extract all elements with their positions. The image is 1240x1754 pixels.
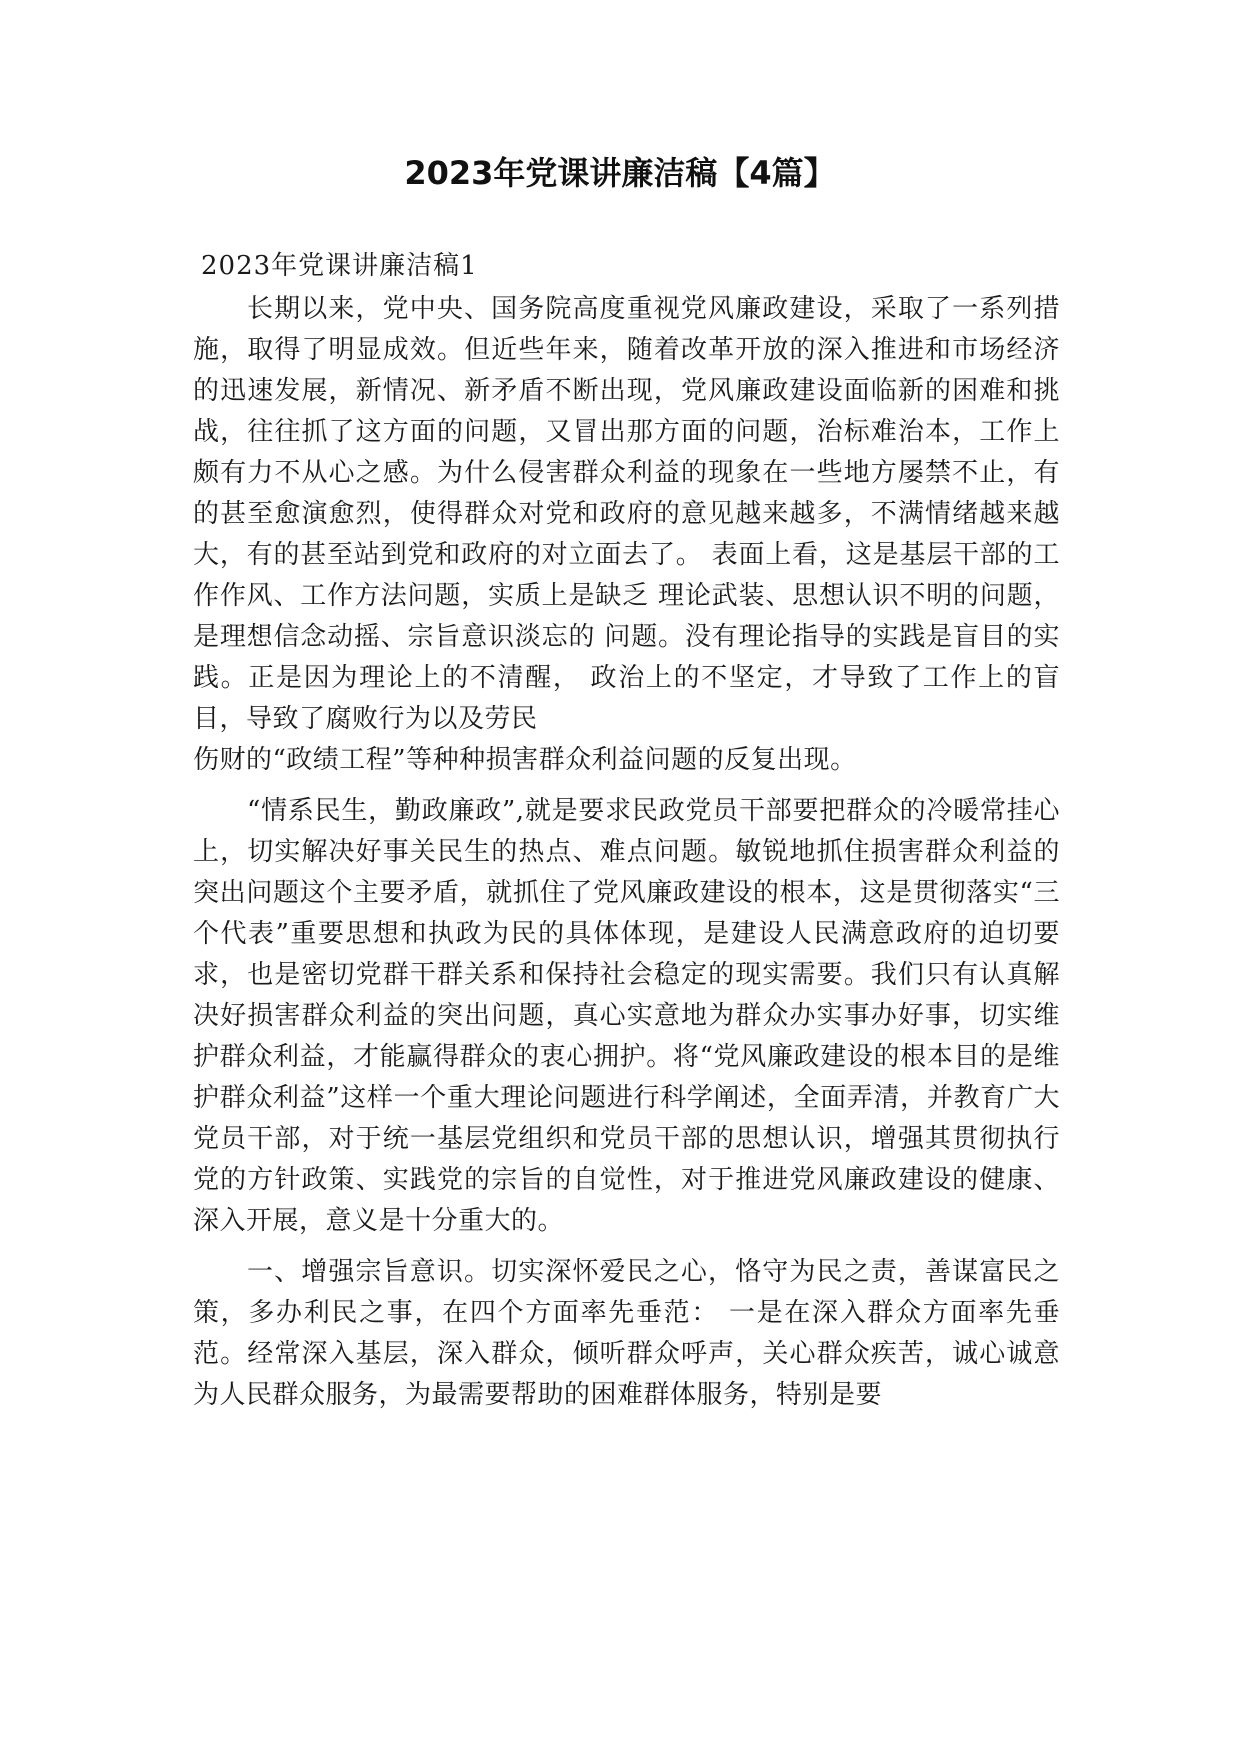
paragraph-1: 长期以来，党中央、国务院高度重视党风廉政建设，采取了一系列措施，取得了明显成效。但近些年来，随着改革开放的深入推进和市场经济的迅速发展，新情况、新矛盾不断出现，党风廉政建设面临新的困难和挑战，往往抓了这方面的问题，又冒出那方面的问题，治标难治本，工作上颇有力不从心之感。为什么侵害群众利益的现象在一些地方屡禁不止，有的甚至愈演愈烈，使得群众对党和政府的意见越来越多，不满情绪越来越大，有的甚至站到党和政府的对立面去了。 表面上看，这是基层干部的工作作风、工作方法问题，实质上是缺乏 理论武装、思想认识不明的问题，是理想信念动摇、宗旨意识淡忘的 问题。没有理论指导的实践是盲目的实践。正是因为理论上的不清醒， 政治上的不坚定，才导致了工作上的盲目，导致了腐败行为以及劳民 bbox=[193, 294, 1060, 734]
section-heading: 2023年党课讲廉洁稿1 bbox=[201, 251, 478, 281]
paragraph-2: “情系民生，勤政廉政”,就是要求民政党员干部要把群众的冷暖常挂心上，切实解决好事关民生的热点、难点问题。敏锐地抓住损害群众利益的突出问题这个主要矛盾，就抓住了党风廉政建设的根本，这是贯彻落实“三个代表”重要思想和执政为民的具体体现，是建设人民满意政府的迫切要求，也是密切党群干群关系和保持社会稳定的现实需要。我们只有认真解决好损害群众利益的突出问题，真心实意地为群众办实事办好事，切实维护群众利益，才能赢得群众的衷心拥护。将“党风廉政建设的根本目的是维护群众利益”这样一个重大理论问题进行科学阐述，全面弄清，并教育广大党员干部，对于统一基层党组织和党员干部的思想认识，增强其贯彻执行党的方针政策、实践党的宗旨的自觉性，对于推进党风廉政建设的健康、深入开展，意义是十分重大的。 bbox=[193, 796, 1060, 1236]
document-title: 2023年党课讲廉洁稿【4篇】 bbox=[404, 154, 836, 192]
document-body bbox=[193, 247, 1060, 1416]
paragraph-1-continuation: 伤财的“政绩工程”等种种损害群众利益问题的反复出现。 bbox=[193, 745, 857, 775]
paragraph-3: 一、增强宗旨意识。切实深怀爱民之心，恪守为民之责，善谋富民之策，多办利民之事，在四个方面率先垂范： 一是在深入群众方面率先垂范。经常深入基层，深入群众，倾听群众呼声，关心群众疾苦，诚心诚意为人民群众服务，为最需要帮助的困难群体服务，特别是要 bbox=[193, 1257, 1060, 1410]
